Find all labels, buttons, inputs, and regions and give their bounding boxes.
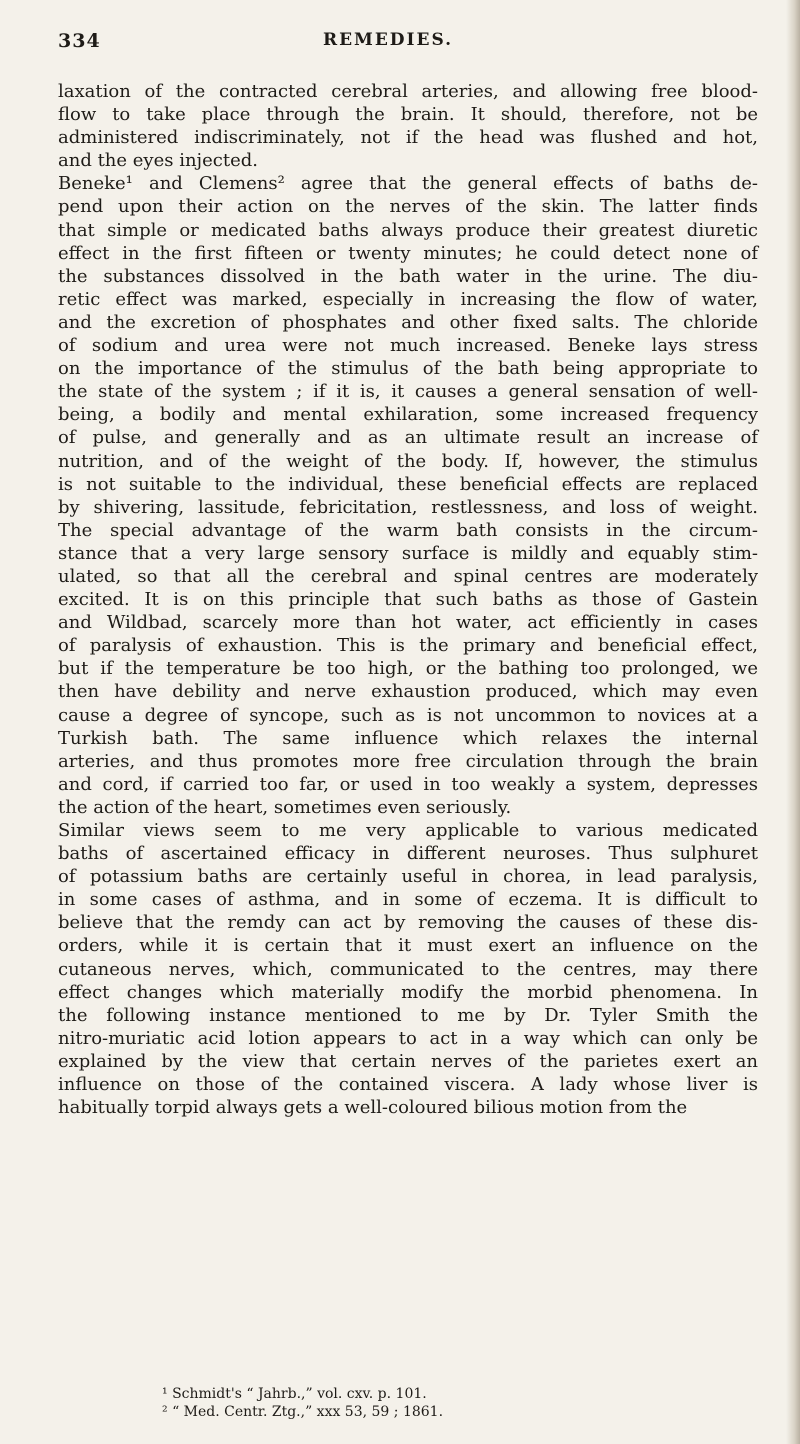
text-line: influence on those of the contained viscera. A lady whose liver is: [58, 1074, 758, 1096]
text-line: effect in the first fifteen or twenty minutes; he could detect none of: [58, 242, 758, 264]
footnote: ¹ Schmidt's “ Jahrb.,” vol. cxv. p. 101.: [162, 1386, 427, 1402]
text-line: cutaneous nerves, which, communicated to the centres, may there: [58, 958, 758, 980]
text-line: is not suitable to the individual, these beneficial effects are replaced: [58, 473, 758, 495]
text-line: the state of the system ; if it is, it causes a general sensation of well-: [58, 381, 758, 403]
text-line: of potassium baths are certainly useful in chorea, in lead paralysis,: [58, 866, 758, 888]
text-line: that simple or medicated baths always produce their greatest diuretic: [58, 219, 758, 241]
text-line: flow to take place through the brain. It should, therefore, not be: [58, 104, 758, 126]
text-line: and cord, if carried too far, or used in too weakly a system, depresses: [58, 773, 758, 795]
text-line: but if the temperature be too high, or the bathing too prolonged, we: [58, 658, 758, 680]
text-line: Similar views seem to me very applicable to various medicated: [58, 820, 758, 841]
text-line: and the excretion of phosphates and other fixed salts. The chloride: [58, 311, 758, 333]
text-line: the action of the heart, sometimes even seriously.: [58, 796, 512, 818]
text-line: ulated, so that all the cerebral and spinal centres are moderately: [58, 565, 758, 587]
text-line: and the eyes injected.: [58, 150, 258, 172]
text-line: laxation of the contracted cerebral arteries, and allowing free blood-: [58, 81, 758, 102]
text-line: in some cases of asthma, and in some of eczema. It is difficult to: [58, 889, 758, 911]
text-line: of pulse, and generally and as an ultimate result an increase of: [58, 427, 758, 449]
text-line: retic effect was marked, especially in increasing the flow of water,: [58, 288, 758, 310]
footnotes: [162, 1385, 722, 1421]
text-line: pend upon their action on the nerves of the skin. The latter finds: [58, 196, 758, 218]
text-line: being, a bodily and mental exhilaration, some increased frequency: [58, 404, 758, 426]
text-line: nitro-muriatic acid lotion appears to act in a way which can only be: [58, 1027, 758, 1049]
text-line: believe that the remdy can act by removing the causes of these dis-: [58, 912, 758, 934]
page-number: 334: [58, 30, 101, 52]
text-line: and Wildbad, scarcely more than hot water, act efficiently in cases: [58, 612, 758, 634]
text-line: habitually torpid always gets a well-coloured bilious motion from the: [58, 1097, 688, 1119]
text-line: explained by the view that certain nerves of the parietes exert an: [58, 1050, 758, 1072]
text-line: excited. It is on this principle that such baths as those of Gastein: [58, 589, 758, 611]
page-edge-shadow: [786, 0, 800, 1444]
footnote: ² “ Med. Centr. Ztg.,” xxx 53, 59 ; 1861.: [162, 1404, 444, 1420]
text-line: cause a degree of syncope, such as is not uncommon to novices at a: [58, 704, 758, 726]
text-line: effect changes which materially modify the morbid phenomena. In: [58, 981, 758, 1003]
running-head: REMEDIES.: [322, 30, 454, 50]
text-line: Beneke¹ and Clemens² agree that the general effects of baths de-: [58, 173, 758, 195]
text-line: orders, while it is certain that it must exert an influence on the: [58, 935, 758, 957]
text-line: baths of ascertained efficacy in different neuroses. Thus sulphuret: [58, 843, 758, 865]
text-line: by shivering, lassitude, febricitation, restlessness, and loss of weight.: [58, 496, 758, 518]
text-line: of sodium and urea were not much increased. Beneke lays stress: [58, 335, 758, 357]
text-line: administered indiscriminately, not if the head was flushed and hot,: [58, 127, 758, 149]
text-line: nutrition, and of the weight of the body. If, however, the stimulus: [58, 450, 758, 472]
text-line: Turkish bath. The same influence which relaxes the internal: [58, 727, 758, 749]
page-header: [58, 30, 758, 60]
text-line: then have debility and nerve exhaustion produced, which may even: [58, 681, 758, 703]
text-line: the following instance mentioned to me by Dr. Tyler Smith the: [58, 1004, 758, 1026]
text-line: The special advantage of the warm bath consists in the circum-: [58, 519, 758, 541]
text-line: on the importance of the stimulus of the bath being appropriate to: [58, 358, 758, 380]
body-text: [58, 80, 758, 1119]
text-line: stance that a very large sensory surface is mildly and equably stim-: [58, 542, 758, 564]
text-line: of paralysis of exhaustion. This is the primary and beneficial effect,: [58, 635, 758, 657]
text-line: arteries, and thus promotes more free circulation through the brain: [58, 750, 758, 772]
text-line: the substances dissolved in the bath water in the urine. The diu-: [58, 265, 758, 287]
